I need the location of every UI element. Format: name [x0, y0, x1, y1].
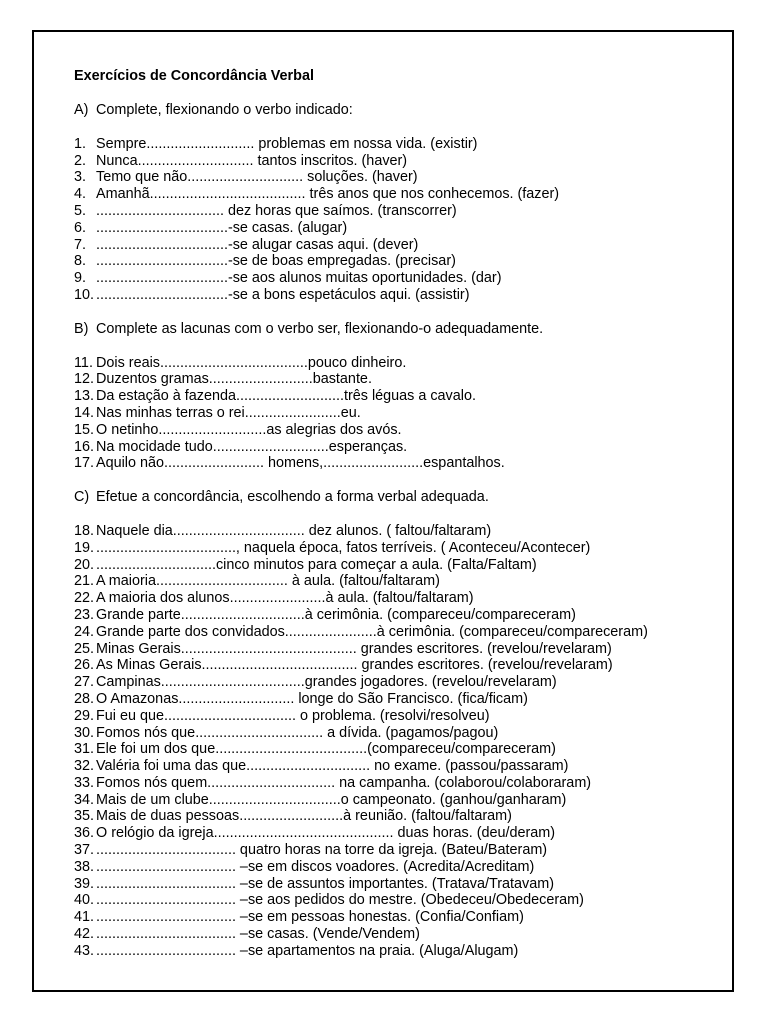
exercise-number: 16.: [74, 438, 95, 455]
exercise-item: [74, 691, 714, 708]
exercise-number: 37.: [74, 842, 95, 859]
exercise-number: 36.: [74, 825, 95, 842]
exercise-item: [74, 573, 714, 590]
exercise-number: 40.: [74, 892, 95, 909]
section-heading: [74, 489, 714, 506]
exercise-text: Naquele dia................................. dez alunos. ( faltou/faltaram): [96, 522, 492, 539]
section-instruction: Complete, flexionando o verbo indicado:: [96, 102, 353, 118]
exercise-text: Na mocidade tudo.............................esperanças.: [96, 438, 408, 455]
exercise-item: [74, 557, 714, 574]
section-heading: [74, 102, 714, 119]
exercise-item: [74, 405, 714, 422]
exercise-text: ................................... –se em discos voadores. (Acredita/Acreditam): [96, 858, 535, 875]
exercise-number: 11.: [74, 354, 93, 371]
section-heading: [74, 321, 714, 338]
exercise-text: ................................ dez horas que saímos. (transcorrer): [96, 202, 457, 219]
exercise-text: Fui eu que................................. o problema. (resolvi/resolveu): [96, 707, 490, 724]
exercise-number: 17.: [74, 455, 95, 472]
exercise-item: [74, 892, 714, 909]
exercise-text: ................................... –se aos pedidos do mestre. (Obedeceu/Obedeceram): [96, 892, 584, 909]
exercise-item: [74, 825, 714, 842]
exercise-number: 26.: [74, 657, 95, 674]
exercise-text: Campinas....................................grandes jogadores. (revelou/revelaram): [96, 674, 557, 691]
exercise-text: Fomos nós que................................ a dívida. (pagamos/pagou): [96, 724, 499, 741]
exercise-number: 18.: [74, 522, 95, 539]
exercise-text: ................................... –se apartamentos na praia. (Aluga/Alugam): [96, 942, 519, 959]
exercise-item: [74, 926, 714, 943]
exercise-item: [74, 253, 714, 270]
exercise-text: .................................-se a bons espetáculos aqui. (assistir): [96, 286, 470, 303]
exercise-item: [74, 859, 714, 876]
exercise-item: [74, 153, 714, 170]
exercise-item: [74, 641, 714, 658]
exercise-item: [74, 388, 714, 405]
exercise-item: [74, 708, 714, 725]
exercise-text: Aquilo não......................... homens,.........................espantalhos.: [96, 455, 505, 472]
section-2: [74, 321, 714, 472]
document-title: Exercícios de Concordância Verbal: [74, 68, 314, 84]
exercise-item: [74, 758, 714, 775]
exercise-item: [74, 540, 714, 557]
exercise-number: 27.: [74, 674, 95, 691]
exercise-item: [74, 422, 714, 439]
exercise-item: [74, 775, 714, 792]
exercise-text: Temo que não............................. soluções. (haver): [96, 169, 418, 186]
exercise-item: [74, 876, 714, 893]
exercise-number: 3.: [74, 169, 87, 186]
exercise-number: 13.: [74, 388, 95, 405]
exercise-text: .................................-se aos alunos muitas oportunidades. (dar): [96, 270, 502, 287]
exercise-item: [74, 842, 714, 859]
exercise-item: [74, 741, 714, 758]
exercise-number: 19.: [74, 539, 95, 556]
exercise-text: Ele foi um dos que......................................(compareceu/compareceram): [96, 741, 556, 758]
exercise-number: 20.: [74, 556, 95, 573]
exercise-item: [74, 792, 714, 809]
exercise-number: 7.: [74, 236, 87, 253]
exercise-number: 43.: [74, 942, 95, 959]
sections-container: [74, 102, 714, 960]
section-letter: B): [74, 320, 89, 337]
exercise-text: As Minas Gerais....................................... grandes escritores. (revelou/revelaram): [96, 657, 613, 674]
exercise-number: 1.: [74, 135, 87, 152]
exercise-item: [74, 523, 714, 540]
exercise-number: 41.: [74, 909, 95, 926]
exercise-item: [74, 270, 714, 287]
exercise-text: ..................................., naquela época, fatos terríveis. ( Aconteceu/Acontecer): [96, 539, 591, 556]
exercise-item: [74, 186, 714, 203]
exercise-list: [74, 355, 714, 473]
section-instruction: Complete as lacunas com o verbo ser, flexionando-o adequadamente.: [96, 320, 544, 337]
exercise-number: 21.: [74, 573, 95, 590]
exercise-number: 12.: [74, 371, 95, 388]
exercise-text: Amanhã....................................... três anos que nos conhecemos. (fazer): [96, 186, 560, 203]
exercise-text: O netinho...........................as alegrias dos avós.: [96, 421, 402, 438]
exercise-item: [74, 808, 714, 825]
exercise-text: Mais de duas pessoas..........................à reunião. (faltou/faltaram): [96, 808, 512, 825]
exercise-text: .................................-se de boas empregadas. (precisar): [96, 253, 456, 270]
exercise-list: [74, 523, 714, 960]
exercise-item: [74, 203, 714, 220]
exercise-text: Grande parte...............................à cerimônia. (compareceu/compareceram): [96, 606, 576, 623]
exercise-item: [74, 237, 714, 254]
exercise-number: 5.: [74, 202, 87, 219]
exercise-item: [74, 607, 714, 624]
exercise-number: 4.: [74, 186, 87, 203]
exercise-number: 15.: [74, 421, 95, 438]
exercise-text: .................................-se casas. (alugar): [96, 219, 348, 236]
section-instruction: Efetue a concordância, escolhendo a forma verbal adequada.: [96, 489, 489, 506]
exercise-item: [74, 220, 714, 237]
exercise-text: Mais de um clube.................................o campeonato. (ganhou/ganharam): [96, 791, 567, 808]
exercise-number: 38.: [74, 858, 95, 875]
exercise-text: .................................-se alugar casas aqui. (dever): [96, 236, 419, 253]
exercise-item: [74, 674, 714, 691]
exercise-text: ................................... –se em pessoas honestas. (Confia/Confiam): [96, 909, 524, 926]
exercise-text: Fomos nós quem................................ na campanha. (colaborou/colaboraram): [96, 774, 592, 791]
exercise-text: ................................... –se de assuntos importantes. (Tratava/Tratavam): [96, 875, 554, 892]
exercise-text: Duzentos gramas..........................bastante.: [96, 371, 372, 388]
exercise-text: Grande parte dos convidados.......................à cerimônia. (compareceu/compareceram): [96, 623, 648, 640]
exercise-list: [74, 136, 714, 304]
section-letter: C): [74, 489, 90, 506]
exercise-number: 31.: [74, 741, 95, 758]
exercise-item: [74, 455, 714, 472]
exercise-text: A maioria................................. à aula. (faltou/faltaram): [96, 573, 440, 590]
exercise-item: [74, 657, 714, 674]
exercise-number: 22.: [74, 590, 95, 607]
exercise-item: [74, 590, 714, 607]
exercise-number: 8.: [74, 253, 87, 270]
exercise-item: [74, 355, 714, 372]
exercise-item: [74, 624, 714, 641]
exercise-text: Nunca............................. tantos inscritos. (haver): [96, 152, 408, 169]
exercise-item: [74, 943, 714, 960]
exercise-text: O Amazonas............................. longe do São Francisco. (fica/ficam): [96, 690, 528, 707]
exercise-number: 33.: [74, 774, 95, 791]
exercise-text: ..............................cinco minutos para começar a aula. (Falta/Faltam): [96, 556, 537, 573]
exercise-item: [74, 909, 714, 926]
exercise-item: [74, 725, 714, 742]
section-3: [74, 489, 714, 960]
exercise-number: 2.: [74, 152, 87, 169]
exercise-text: O relógio da igreja............................................. duas horas. (deu/deram): [96, 825, 556, 842]
exercise-text: Nas minhas terras o rei........................eu.: [96, 404, 361, 421]
exercise-number: 6.: [74, 219, 87, 236]
exercise-item: [74, 169, 714, 186]
worksheet-content: [74, 68, 714, 960]
exercise-item: [74, 287, 714, 304]
exercise-text: Dois reais.....................................pouco dinheiro.: [96, 354, 407, 371]
exercise-item: [74, 371, 714, 388]
exercise-number: 32.: [74, 758, 95, 775]
exercise-number: 34.: [74, 791, 95, 808]
exercise-number: 42.: [74, 926, 95, 943]
exercise-text: Valéria foi uma das que............................... no exame. (passou/passaram): [96, 758, 569, 775]
exercise-number: 35.: [74, 808, 95, 825]
exercise-text: ................................... quatro horas na torre da igreja. (Bateu/Bateram): [96, 842, 548, 859]
exercise-item: [74, 136, 714, 153]
exercise-text: Minas Gerais............................................ grandes escritores. (revelou/revelaram): [96, 640, 612, 657]
exercise-item: [74, 439, 714, 456]
exercise-text: Sempre........................... problemas em nossa vida. (existir): [96, 135, 478, 152]
section-letter: A): [74, 102, 89, 118]
exercise-text: Da estação à fazenda...........................três léguas a cavalo.: [96, 388, 476, 405]
exercise-text: ................................... –se casas. (Vende/Vendem): [96, 926, 420, 943]
exercise-number: 30.: [74, 724, 95, 741]
exercise-number: 14.: [74, 404, 95, 421]
exercise-number: 23.: [74, 606, 95, 623]
exercise-number: 25.: [74, 640, 95, 657]
section-1: [74, 102, 714, 304]
exercise-number: 39.: [74, 875, 95, 892]
exercise-number: 10.: [74, 286, 95, 303]
exercise-number: 9.: [74, 270, 87, 287]
exercise-number: 29.: [74, 707, 95, 724]
exercise-number: 24.: [74, 623, 95, 640]
exercise-number: 28.: [74, 690, 95, 707]
exercise-text: A maioria dos alunos........................à aula. (faltou/faltaram): [96, 590, 474, 607]
